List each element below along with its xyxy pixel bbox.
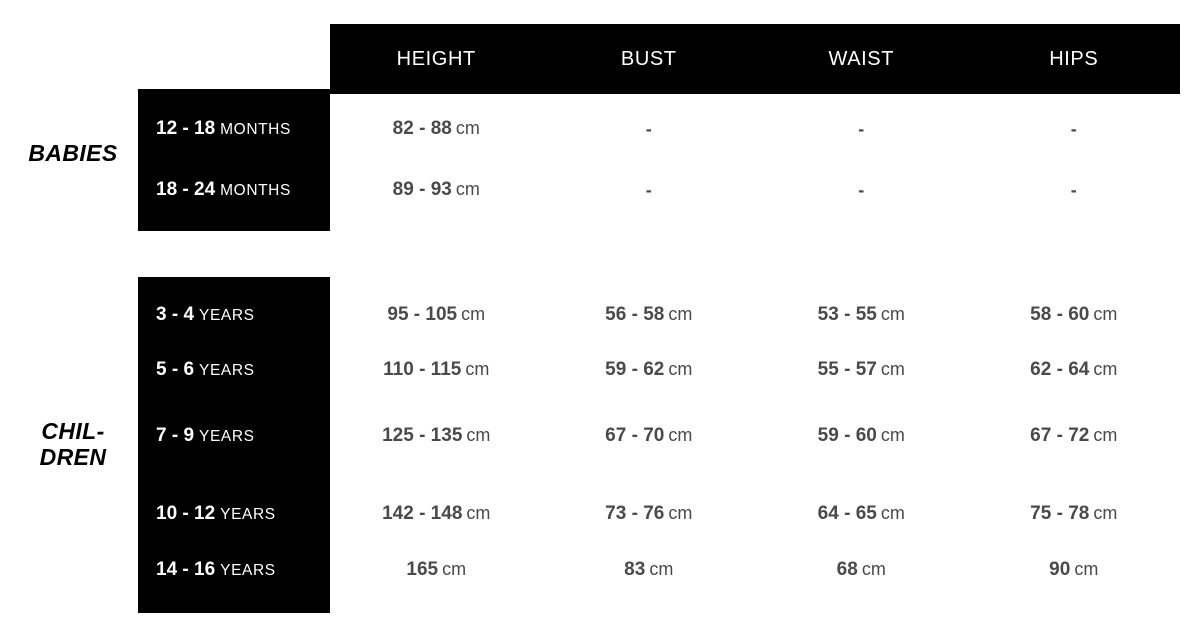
table-header-row bbox=[330, 24, 1180, 94]
row-size-period: MONTHS bbox=[220, 182, 291, 199]
cell-bust: 67 - 70 cm bbox=[605, 425, 693, 446]
cell-waist: - bbox=[858, 118, 865, 139]
cell-waist: - bbox=[858, 179, 865, 200]
row-size-period: YEARS bbox=[199, 307, 255, 324]
row-size-value: 3 - 4 bbox=[156, 304, 195, 325]
cell-bust: 83 cm bbox=[624, 559, 674, 580]
row-size-label bbox=[138, 503, 330, 525]
table-row bbox=[138, 164, 1180, 216]
cell-waist: 55 - 57 cm bbox=[817, 359, 905, 380]
column-header-waist: WAIST bbox=[828, 47, 895, 70]
group-label-children-line2: DREN bbox=[39, 444, 107, 471]
cell-height: 89 - 93 cm bbox=[392, 179, 480, 200]
row-size-label bbox=[138, 359, 330, 381]
cell-waist: 64 - 65 cm bbox=[817, 503, 905, 524]
row-size-period: YEARS bbox=[220, 562, 276, 579]
row-size-label bbox=[138, 118, 330, 140]
row-size-value: 14 - 16 bbox=[156, 559, 216, 580]
cell-hips: - bbox=[1070, 118, 1077, 139]
cell-hips: 58 - 60 cm bbox=[1030, 304, 1118, 325]
cell-hips: - bbox=[1070, 179, 1077, 200]
table-row bbox=[138, 289, 1180, 341]
cell-hips: 62 - 64 cm bbox=[1030, 359, 1118, 380]
cell-bust: - bbox=[645, 179, 652, 200]
table-row bbox=[138, 344, 1180, 396]
cell-bust: 59 - 62 cm bbox=[605, 359, 693, 380]
cell-height: 125 - 135 cm bbox=[382, 425, 491, 446]
cell-height: 82 - 88 cm bbox=[392, 118, 480, 139]
row-size-period: YEARS bbox=[199, 428, 255, 445]
cell-bust: 73 - 76 cm bbox=[605, 503, 693, 524]
cell-waist: 53 - 55 cm bbox=[817, 304, 905, 325]
row-size-label bbox=[138, 559, 330, 581]
table-row bbox=[138, 103, 1180, 155]
cell-bust: - bbox=[645, 118, 652, 139]
cell-waist: 59 - 60 cm bbox=[817, 425, 905, 446]
row-size-value: 12 - 18 bbox=[156, 118, 216, 139]
table-row bbox=[138, 488, 1180, 540]
row-size-period: YEARS bbox=[220, 506, 276, 523]
row-size-value: 5 - 6 bbox=[156, 359, 195, 380]
group-label-babies: BABIES bbox=[28, 140, 118, 166]
row-size-label bbox=[138, 304, 330, 326]
column-header-hips: HIPS bbox=[1049, 47, 1099, 70]
column-header-bust: BUST bbox=[620, 47, 677, 70]
cell-hips: 90 cm bbox=[1049, 559, 1099, 580]
row-size-period: YEARS bbox=[199, 362, 255, 379]
row-size-value: 7 - 9 bbox=[156, 425, 195, 446]
row-size-period: MONTHS bbox=[220, 121, 291, 138]
row-size-label bbox=[138, 179, 330, 201]
group-label-children-line1: CHIL- bbox=[41, 418, 105, 444]
cell-hips: 67 - 72 cm bbox=[1030, 425, 1118, 446]
column-header-height: HEIGHT bbox=[396, 47, 476, 70]
table-row bbox=[138, 410, 1180, 462]
cell-height: 95 - 105 cm bbox=[387, 304, 486, 325]
row-size-label bbox=[138, 425, 330, 447]
group-label-children bbox=[8, 418, 138, 471]
table-row bbox=[138, 544, 1180, 596]
cell-height: 110 - 115 cm bbox=[383, 359, 490, 380]
row-size-value: 18 - 24 bbox=[156, 179, 216, 200]
row-size-value: 10 - 12 bbox=[156, 503, 216, 524]
cell-bust: 56 - 58 cm bbox=[605, 304, 693, 325]
cell-height: 165 cm bbox=[406, 559, 467, 580]
cell-waist: 68 cm bbox=[836, 559, 886, 580]
cell-height: 142 - 148 cm bbox=[382, 503, 491, 524]
cell-hips: 75 - 78 cm bbox=[1030, 503, 1118, 524]
